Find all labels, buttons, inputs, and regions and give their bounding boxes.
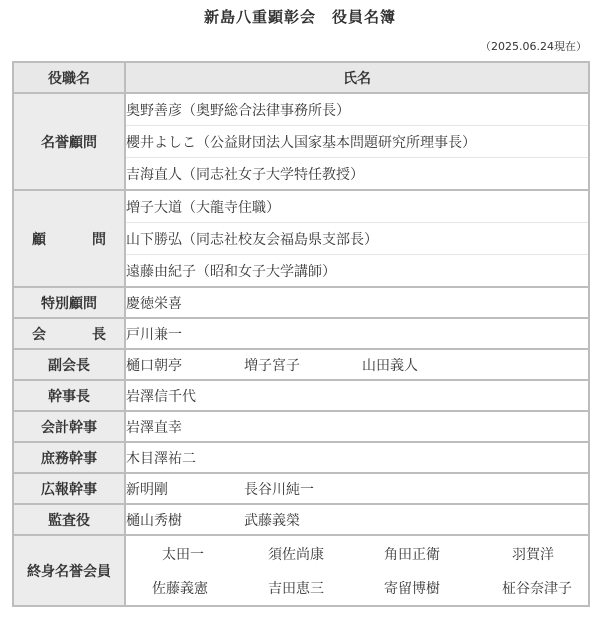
table-row [13, 473, 589, 504]
role-cell: 庶務幹事 [13, 442, 125, 473]
role-cell: 会計幹事 [13, 411, 125, 442]
table-row [13, 93, 589, 126]
member-name: 佐藤義憲 [152, 581, 208, 597]
name-cell: 慶徳栄喜 [125, 287, 589, 318]
name-cell: 岩澤信千代 [125, 380, 589, 411]
member-name: 須佐尚康 [268, 547, 324, 563]
role-label: 会 長 [32, 326, 122, 343]
member-name: 寄留博樹 [384, 581, 440, 597]
member-name: 柾谷奈津子 [502, 581, 572, 597]
member-name: 樋山秀樹 [126, 512, 182, 529]
table-row [13, 318, 589, 349]
member-name: 新明剛 [126, 481, 168, 498]
member-name: 武藤義榮 [244, 512, 300, 529]
role-cell: 副会長 [13, 349, 125, 380]
table-row [13, 411, 589, 442]
table-row [13, 190, 589, 223]
name-cell [125, 535, 589, 606]
table-header-row [13, 62, 589, 93]
member-name: 樋口朝亭 [126, 357, 182, 374]
name-cell: 櫻井よしこ（公益財団法人国家基本問題研究所理事長） [125, 126, 589, 158]
table-row [13, 535, 589, 606]
member-name: 長谷川純一 [244, 481, 314, 498]
role-cell: 広報幹事 [13, 473, 125, 504]
honorary-member-grid [152, 536, 588, 605]
officer-roster-table [12, 61, 590, 607]
role-cell: 名誉顧問 [13, 93, 125, 190]
table-row [13, 349, 589, 380]
table-row [13, 442, 589, 473]
member-name: 増子宮子 [244, 357, 300, 374]
member-name: 角田正衛 [384, 547, 440, 563]
name-cell: 遠藤由紀子（昭和女子大学講師） [125, 255, 589, 288]
role-cell [13, 318, 125, 349]
name-cell: 吉海直人（同志社女子大学特任教授） [125, 158, 589, 191]
role-cell: 特別顧問 [13, 287, 125, 318]
table-row [13, 287, 589, 318]
name-cell [125, 504, 589, 535]
name-cell: 増子大道（大龍寺住職） [125, 190, 589, 223]
role-cell: 監査役 [13, 504, 125, 535]
role-cell [13, 190, 125, 287]
member-name: 太田一 [162, 547, 204, 563]
role-label: 顧 問 [32, 231, 122, 248]
name-cell [125, 349, 589, 380]
name-cell [125, 473, 589, 504]
header-role: 役職名 [13, 62, 125, 93]
name-cell: 木目澤祐二 [125, 442, 589, 473]
as-of-date: （2025.06.24現在） [480, 40, 587, 53]
page-title: 新島八重顕彰会 役員名簿 [203, 8, 396, 26]
member-name: 羽賀洋 [512, 547, 554, 563]
header-name: 氏名 [125, 62, 589, 93]
table-row [13, 504, 589, 535]
role-cell: 幹事長 [13, 380, 125, 411]
name-cell: 岩澤直幸 [125, 411, 589, 442]
table-row [13, 380, 589, 411]
member-name: 吉田恵三 [268, 581, 324, 597]
role-cell: 終身名誉会員 [13, 535, 125, 606]
member-name: 山田義人 [362, 357, 418, 374]
name-cell: 山下勝弘（同志社校友会福島県支部長） [125, 223, 589, 255]
name-cell: 奥野善彦（奥野総合法律事務所長） [125, 93, 589, 126]
name-cell: 戸川兼一 [125, 318, 589, 349]
